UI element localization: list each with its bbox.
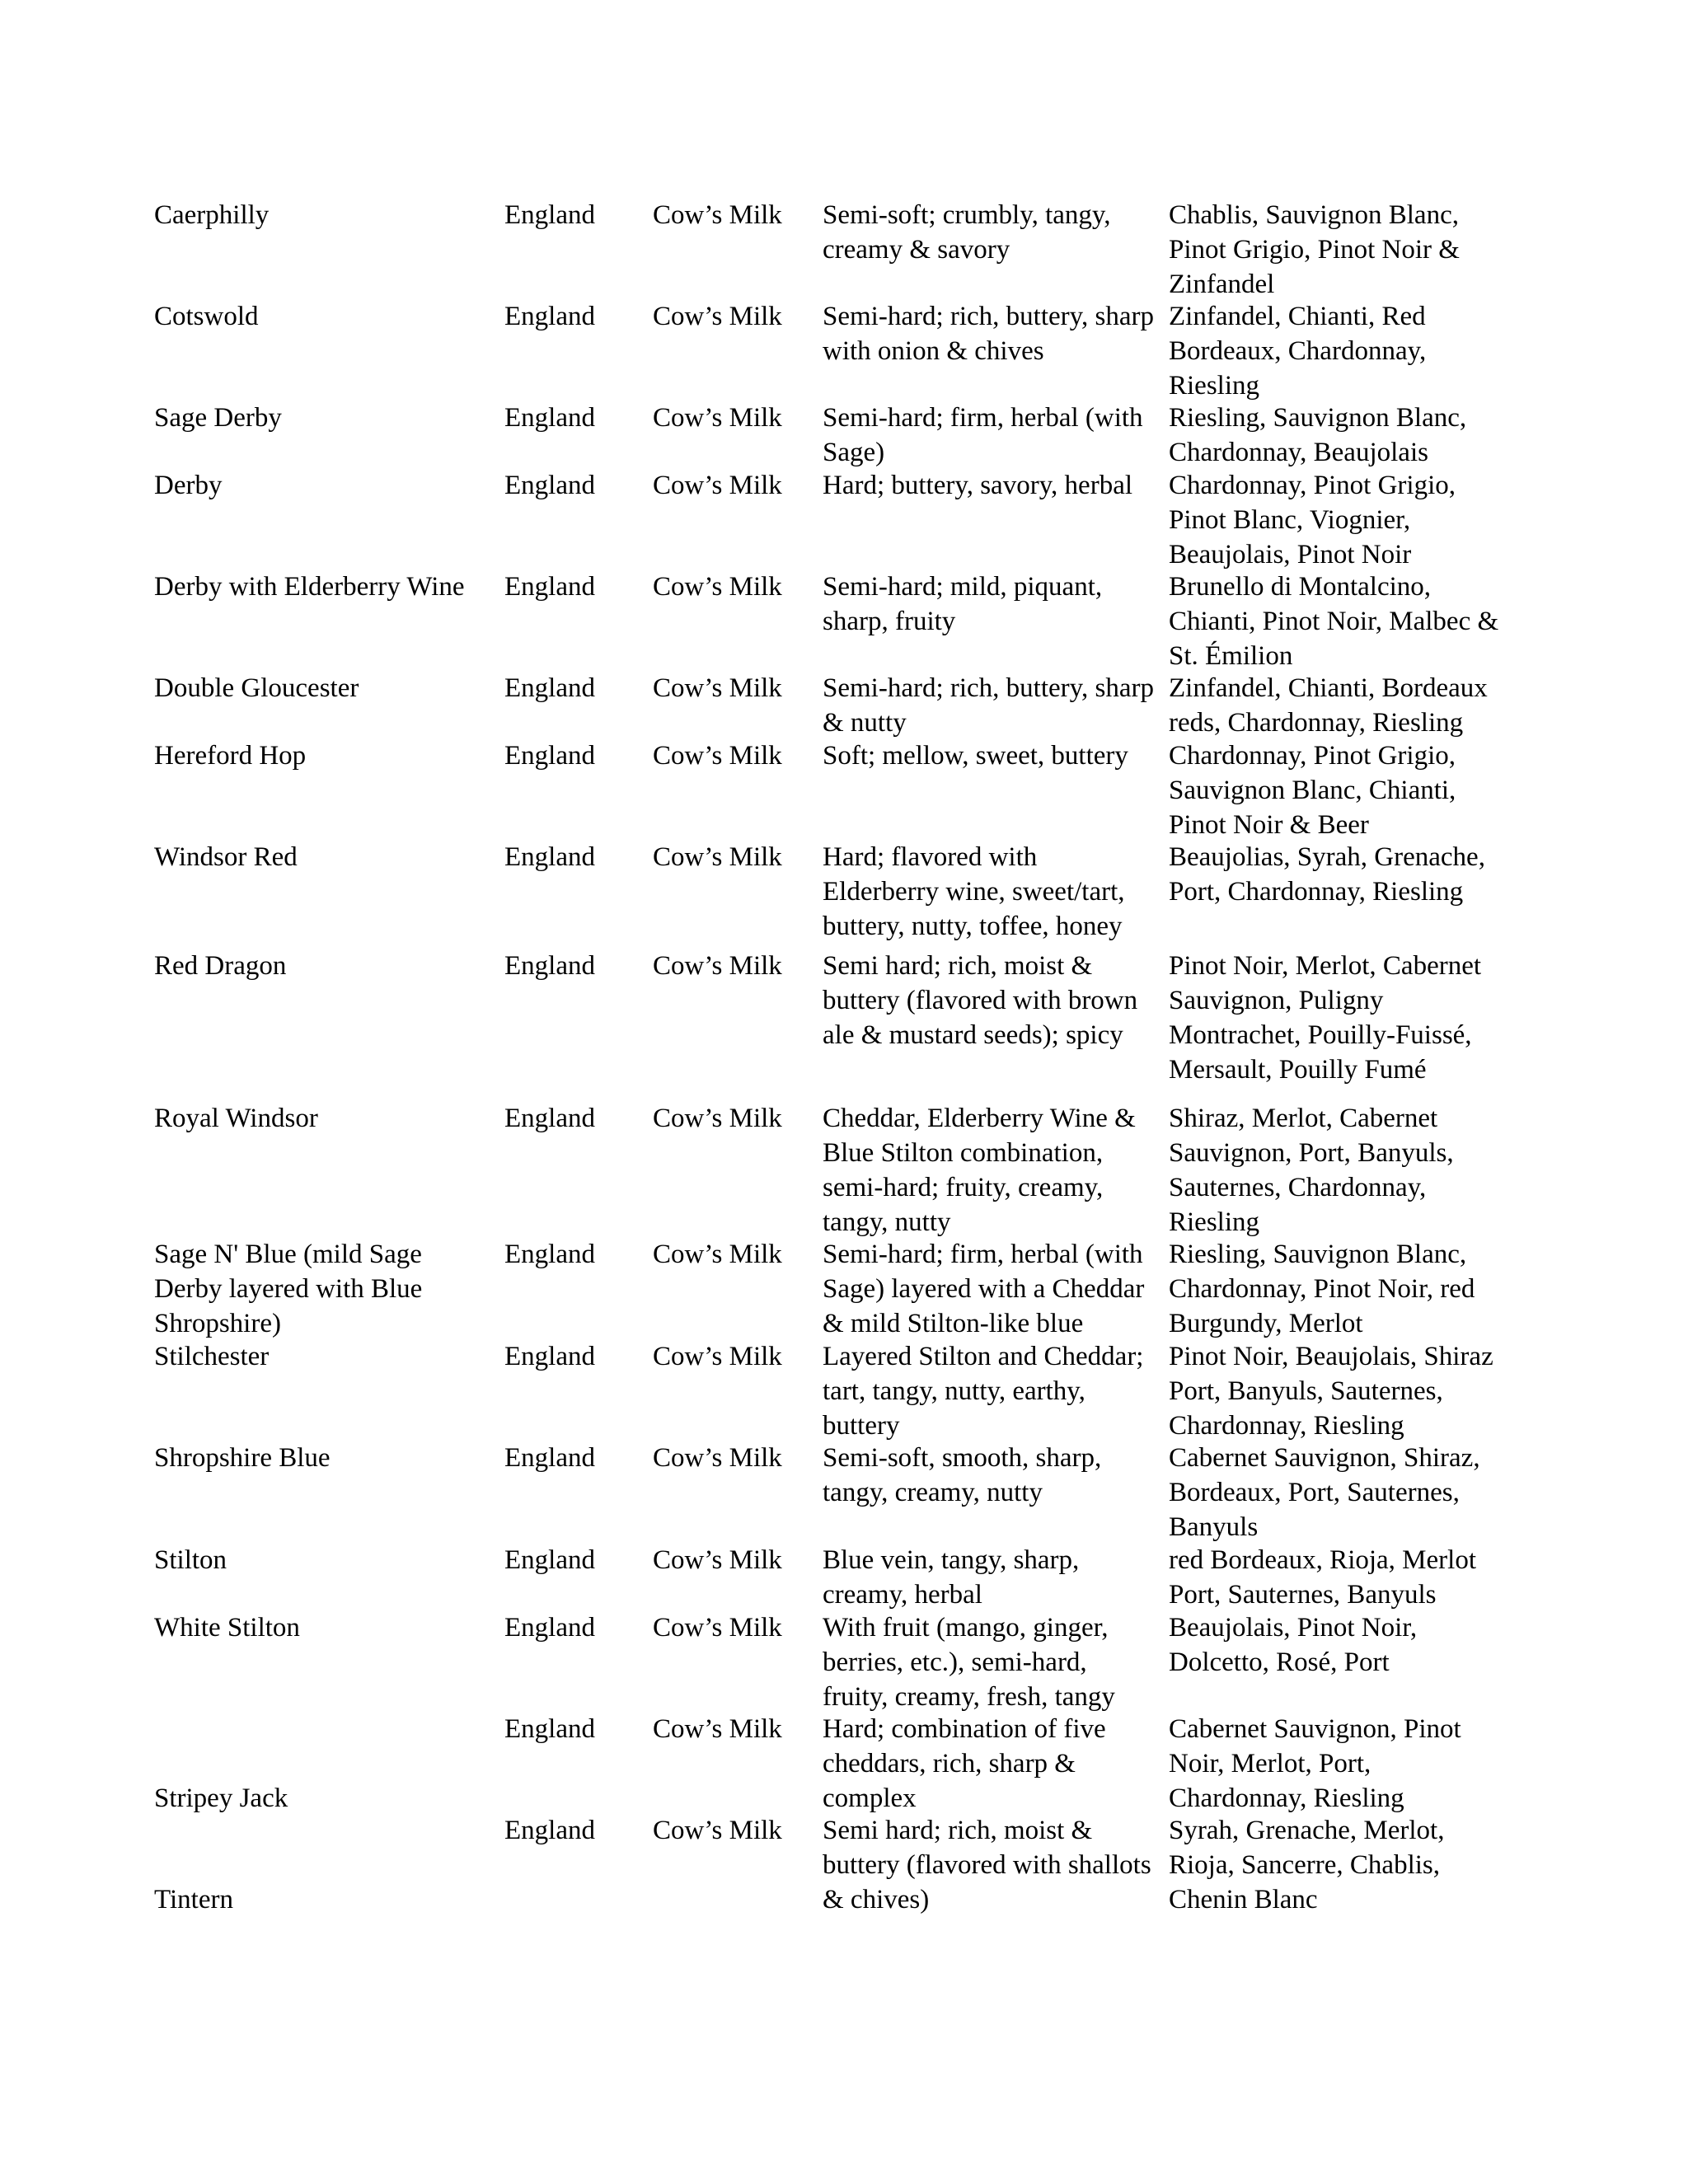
table-row: [154, 738, 1522, 840]
wine-pairings: [1169, 1712, 1461, 1813]
cheese-milk-type: [653, 299, 782, 334]
cheese-name: [154, 569, 465, 604]
cheese-description-line: With fruit (mango, ginger,: [823, 1613, 1109, 1643]
wine-pairings: [1169, 569, 1498, 671]
cheese-name: [154, 401, 282, 435]
wine-pairings-line: Chardonnay, Riesling: [1169, 1411, 1404, 1441]
cheese-region: [504, 401, 595, 435]
cheese-description: [823, 840, 1125, 944]
cheese-name-line: [154, 1848, 233, 1882]
wine-pairings-line: reds, Chardonnay, Riesling: [1169, 708, 1464, 738]
cheese-description-line: Semi-hard; rich, buttery, sharp: [823, 673, 1154, 703]
cheese-description-line: Semi-soft; crumbly, tangy,: [823, 200, 1111, 230]
wine-pairings-line: Banyuls: [1169, 1512, 1259, 1542]
cheese-description-line: creamy & savory: [823, 235, 1010, 265]
cheese-description-line: cheddars, rich, sharp &: [823, 1749, 1076, 1779]
wine-pairings-line: Riesling: [1169, 371, 1260, 401]
wine-pairings-line: Port, Banyuls, Sauternes,: [1169, 1376, 1443, 1406]
cheese-name: [154, 1101, 318, 1136]
wine-pairings: [1169, 401, 1466, 468]
wine-pairings-line: Cabernet Sauvignon, Shiraz,: [1169, 1443, 1480, 1473]
cheese-milk-type: [653, 840, 782, 874]
wine-pairings: [1169, 671, 1488, 738]
wine-pairings: [1169, 1813, 1444, 1915]
cheese-region-line: England: [504, 572, 595, 602]
cheese-milk-type: [653, 1610, 782, 1645]
cheese-name: [154, 738, 306, 773]
wine-pairings-line: red Bordeaux, Rioja, Merlot: [1169, 1545, 1476, 1575]
cheese-milk-type-line: Cow’s Milk: [653, 1613, 782, 1643]
wine-pairings-line: Chenin Blanc: [1169, 1885, 1318, 1915]
cheese-milk-type: [653, 1441, 782, 1475]
cheese-description: [823, 1712, 1106, 1813]
cheese-name: [154, 468, 222, 503]
cheese-description-line: tangy, creamy, nutty: [823, 1478, 1043, 1507]
cheese-description: [823, 1543, 1079, 1610]
cheese-name-line: Stilton: [154, 1545, 227, 1575]
cheese-region: [504, 671, 595, 705]
table-row: [154, 1101, 1522, 1237]
cheese-description-line: Blue Stilton combination,: [823, 1138, 1104, 1168]
cheese-milk-type: [653, 1101, 782, 1136]
wine-pairings: [1169, 1339, 1493, 1441]
cheese-region: [504, 1237, 595, 1272]
cheese-milk-type-line: Cow’s Milk: [653, 1714, 782, 1744]
cheese-region: [504, 1712, 595, 1746]
cheese-name: [154, 949, 286, 983]
cheese-description-line: buttery (flavored with brown: [823, 986, 1138, 1015]
cheese-region-line: England: [504, 673, 595, 703]
cheese-description-line: Semi-hard; rich, buttery, sharp: [823, 302, 1154, 331]
wine-pairings-line: Port, Sauternes, Banyuls: [1169, 1580, 1437, 1610]
cheese-description-line: buttery: [823, 1411, 900, 1441]
cheese-description: [823, 738, 1128, 773]
cheese-milk-type-line: Cow’s Milk: [653, 403, 782, 433]
table-row: [154, 671, 1522, 738]
cheese-region: [504, 1813, 595, 1848]
cheese-name-line: Caerphilly: [154, 200, 270, 230]
cheese-description-line: complex: [823, 1783, 917, 1813]
cheese-milk-type: [653, 468, 782, 503]
cheese-milk-type-line: Cow’s Milk: [653, 1545, 782, 1575]
cheese-region-line: England: [504, 403, 595, 433]
table-row: [154, 198, 1522, 299]
cheese-region-line: England: [504, 1613, 595, 1643]
wine-pairings: [1169, 468, 1456, 569]
cheese-region-line: England: [504, 302, 595, 331]
cheese-milk-type-line: Cow’s Milk: [653, 302, 782, 331]
cheese-name: [154, 1813, 233, 1915]
cheese-description-line: Soft; mellow, sweet, buttery: [823, 741, 1128, 771]
wine-pairings-line: Cabernet Sauvignon, Pinot: [1169, 1714, 1461, 1744]
cheese-name-line: Royal Windsor: [154, 1104, 318, 1133]
table-row: [154, 401, 1522, 468]
cheese-region: [504, 1441, 595, 1475]
cheese-name-line: [154, 1813, 233, 1848]
cheese-region-line: England: [504, 951, 595, 981]
cheese-milk-type: [653, 1543, 782, 1577]
cheese-description-line: with onion & chives: [823, 336, 1044, 366]
cheese-name: [154, 1543, 227, 1577]
wine-pairings-line: Beaujolias, Syrah, Grenache,: [1169, 842, 1485, 872]
cheese-region: [504, 840, 595, 874]
cheese-region: [504, 949, 595, 983]
cheese-description-line: Hard; flavored with: [823, 842, 1038, 872]
wine-pairings: [1169, 1441, 1480, 1543]
cheese-description-line: semi-hard; fruity, creamy,: [823, 1173, 1104, 1202]
wine-pairings-line: St. Émilion: [1169, 641, 1293, 671]
cheese-description-line: tart, tangy, nutty, earthy,: [823, 1376, 1085, 1406]
cheese-name-line: Sage Derby: [154, 403, 282, 433]
cheese-milk-type: [653, 1813, 782, 1848]
wine-pairings: [1169, 1101, 1454, 1237]
cheese-milk-type-line: Cow’s Milk: [653, 200, 782, 230]
cheese-name-line: Hereford Hop: [154, 741, 307, 771]
cheese-milk-type: [653, 401, 782, 435]
cheese-description: [823, 1101, 1136, 1237]
cheese-milk-type-line: Cow’s Milk: [653, 1104, 782, 1133]
cheese-name-line: Cotswold: [154, 302, 259, 331]
cheese-region: [504, 738, 595, 773]
wine-pairings-line: Bordeaux, Chardonnay,: [1169, 336, 1427, 366]
cheese-description: [823, 1237, 1144, 1339]
cheese-description-line: Sage): [823, 438, 885, 467]
cheese-description-line: fruity, creamy, fresh, tangy: [823, 1682, 1115, 1712]
table-row: [154, 1813, 1522, 1915]
cheese-region: [504, 468, 595, 503]
cheese-region-line: England: [504, 1240, 595, 1269]
table-row: [154, 1610, 1522, 1712]
cheese-description-line: Semi-hard; firm, herbal (with: [823, 1240, 1143, 1269]
cheese-region: [504, 299, 595, 334]
wine-pairings-line: Sauvignon, Puligny: [1169, 986, 1384, 1015]
cheese-description-line: Blue vein, tangy, sharp,: [823, 1545, 1080, 1575]
cheese-description-line: Sage) layered with a Cheddar: [823, 1274, 1145, 1304]
cheese-name-line: [154, 1746, 288, 1781]
wine-pairings-line: Chianti, Pinot Noir, Malbec &: [1169, 607, 1499, 636]
cheese-description: [823, 401, 1143, 468]
wine-pairings: [1169, 1543, 1476, 1610]
wine-pairings-line: Shiraz, Merlot, Cabernet: [1169, 1104, 1438, 1133]
cheese-description-line: Hard; buttery, savory, herbal: [823, 471, 1133, 500]
cheese-name-line: White Stilton: [154, 1613, 300, 1643]
cheese-name: [154, 299, 259, 334]
wine-pairings-line: Pinot Noir, Merlot, Cabernet: [1169, 951, 1482, 981]
cheese-description-line: tangy, nutty: [823, 1207, 951, 1237]
cheese-name: [154, 1441, 331, 1475]
table-row: [154, 1712, 1522, 1813]
wine-pairings-line: Pinot Grigio, Pinot Noir &: [1169, 235, 1460, 265]
cheese-milk-type-line: Cow’s Milk: [653, 1342, 782, 1371]
cheese-description-line: ale & mustard seeds); spicy: [823, 1020, 1123, 1050]
cheese-name: [154, 1339, 269, 1374]
cheese-name: [154, 1610, 300, 1645]
table-row: [154, 1339, 1522, 1441]
wine-pairings-line: Beaujolais, Pinot Noir,: [1169, 1613, 1418, 1643]
wine-pairings: [1169, 299, 1426, 401]
cheese-description: [823, 1441, 1101, 1510]
wine-pairings-line: Noir, Merlot, Port,: [1169, 1749, 1372, 1779]
wine-pairings-line: Port, Chardonnay, Riesling: [1169, 877, 1464, 907]
wine-pairings: [1169, 1237, 1475, 1339]
wine-pairings-line: Zinfandel: [1169, 269, 1275, 299]
cheese-description-line: buttery (flavored with shallots: [823, 1850, 1151, 1880]
wine-pairings-line: Pinot Noir, Beaujolais, Shiraz: [1169, 1342, 1493, 1371]
cheese-region-line: England: [504, 1104, 595, 1133]
cheese-milk-type-line: Cow’s Milk: [653, 842, 782, 872]
cheese-milk-type: [653, 1237, 782, 1272]
wine-pairings-line: Pinot Noir & Beer: [1169, 810, 1369, 840]
wine-pairings-line: Zinfandel, Chianti, Red: [1169, 302, 1426, 331]
wine-pairings: [1169, 198, 1460, 299]
cheese-milk-type-line: Cow’s Milk: [653, 1816, 782, 1845]
cheese-description-line: buttery, nutty, toffee, honey: [823, 912, 1123, 941]
cheese-milk-type-line: Cow’s Milk: [653, 741, 782, 771]
wine-pairings: [1169, 949, 1481, 1087]
wine-pairings-line: Zinfandel, Chianti, Bordeaux: [1169, 673, 1488, 703]
wine-pairings-line: Riesling, Sauvignon Blanc,: [1169, 403, 1467, 433]
wine-pairings-line: Beaujolais, Pinot Noir: [1169, 540, 1412, 569]
cheese-name-line: Tintern: [154, 1885, 233, 1915]
cheese-region: [504, 1543, 595, 1577]
cheese-description-line: Semi-hard; firm, herbal (with: [823, 403, 1143, 433]
wine-pairings-line: Mersault, Pouilly Fumé: [1169, 1055, 1427, 1085]
cheese-description: [823, 671, 1154, 738]
wine-pairings-line: Montrachet, Pouilly-Fuissé,: [1169, 1020, 1472, 1050]
cheese-name-line: Sage N' Blue (mild Sage: [154, 1240, 422, 1269]
wine-pairings-line: Bordeaux, Port, Sauternes,: [1169, 1478, 1460, 1507]
wine-pairings-line: Chardonnay, Beaujolais: [1169, 438, 1428, 467]
cheese-milk-type-line: Cow’s Milk: [653, 572, 782, 602]
wine-pairings: [1169, 738, 1456, 840]
cheese-milk-type-line: Cow’s Milk: [653, 1443, 782, 1473]
cheese-name: [154, 671, 359, 705]
table-row: [154, 949, 1522, 1101]
cheese-region-line: England: [504, 741, 595, 771]
cheese-region-line: England: [504, 200, 595, 230]
wine-pairings-line: Chardonnay, Riesling: [1169, 1783, 1404, 1813]
table-row: [154, 1441, 1522, 1543]
cheese-milk-type-line: Cow’s Milk: [653, 1240, 782, 1269]
cheese-region: [504, 1339, 595, 1374]
cheese-description-line: sharp, fruity: [823, 607, 956, 636]
cheese-milk-type: [653, 738, 782, 773]
cheese-description-line: berries, etc.), semi-hard,: [823, 1647, 1087, 1677]
cheese-name: [154, 1712, 288, 1813]
cheese-milk-type: [653, 1339, 782, 1374]
cheese-name: [154, 198, 269, 232]
table-row: [154, 468, 1522, 569]
cheese-milk-type-line: Cow’s Milk: [653, 951, 782, 981]
wine-pairings-line: Syrah, Grenache, Merlot,: [1169, 1816, 1445, 1845]
cheese-region: [504, 569, 595, 604]
cheese-region-line: England: [504, 842, 595, 872]
wine-pairings-line: Chardonnay, Pinot Noir, red: [1169, 1274, 1475, 1304]
wine-pairings-line: Pinot Blanc, Viognier,: [1169, 505, 1411, 535]
cheese-description-line: Elderberry wine, sweet/tart,: [823, 877, 1125, 907]
cheese-milk-type-line: Cow’s Milk: [653, 673, 782, 703]
cheese-description-line: & chives): [823, 1885, 930, 1915]
cheese-name: [154, 1237, 422, 1339]
cheese-name-line: Shropshire): [154, 1309, 281, 1338]
cheese-name-line: Double Gloucester: [154, 673, 359, 703]
cheese-milk-type: [653, 569, 782, 604]
cheese-description: [823, 1813, 1151, 1915]
cheese-region: [504, 1610, 595, 1645]
table-row: [154, 840, 1522, 949]
cheese-description: [823, 1610, 1115, 1712]
cheese-description-line: Semi hard; rich, moist &: [823, 1816, 1093, 1845]
cheese-region-line: England: [504, 1714, 595, 1744]
table-row: [154, 1543, 1522, 1610]
cheese-description-line: Semi hard; rich, moist &: [823, 951, 1093, 981]
cheese-milk-type: [653, 949, 782, 983]
cheese-description: [823, 198, 1111, 267]
cheese-name-line: Derby: [154, 471, 223, 500]
cheese-milk-type: [653, 1712, 782, 1746]
cheese-description-line: Semi-soft, smooth, sharp,: [823, 1443, 1102, 1473]
cheese-description: [823, 569, 1102, 639]
cheese-name-line: Derby with Elderberry Wine: [154, 572, 465, 602]
wine-pairings-line: Sauvignon Blanc, Chianti,: [1169, 776, 1456, 805]
cheese-description-line: Hard; combination of five: [823, 1714, 1106, 1744]
cheese-description-line: Cheddar, Elderberry Wine &: [823, 1104, 1136, 1133]
cheese-description: [823, 468, 1132, 503]
wine-pairings-line: Sauvignon, Port, Banyuls,: [1169, 1138, 1454, 1168]
cheese-milk-type-line: Cow’s Milk: [653, 471, 782, 500]
cheese-name-line: Stilchester: [154, 1342, 270, 1371]
cheese-description-line: creamy, herbal: [823, 1580, 982, 1610]
cheese-description: [823, 1339, 1143, 1441]
cheese-name-line: Derby layered with Blue: [154, 1274, 423, 1304]
wine-pairings: [1169, 840, 1485, 909]
cheese-description-line: & nutty: [823, 708, 907, 738]
cheese-name: [154, 840, 298, 874]
cheese-description-line: Semi-hard; mild, piquant,: [823, 572, 1103, 602]
cheese-milk-type: [653, 198, 782, 232]
cheese-region: [504, 1101, 595, 1136]
wine-pairings-line: Chablis, Sauvignon Blanc,: [1169, 200, 1459, 230]
cheese-region: [504, 198, 595, 232]
table-row: [154, 1237, 1522, 1339]
cheese-milk-type: [653, 671, 782, 705]
cheese-region-line: England: [504, 1545, 595, 1575]
cheese-region-line: England: [504, 1816, 595, 1845]
wine-pairings-line: Sauternes, Chardonnay,: [1169, 1173, 1427, 1202]
cheese-wine-pairing-table: [154, 198, 1522, 1915]
cheese-description: [823, 949, 1137, 1052]
cheese-region-line: England: [504, 1342, 595, 1371]
cheese-region-line: England: [504, 1443, 595, 1473]
wine-pairings-line: Burgundy, Merlot: [1169, 1309, 1363, 1338]
cheese-name-line: Windsor Red: [154, 842, 298, 872]
cheese-name-line: Stripey Jack: [154, 1783, 288, 1813]
wine-pairings-line: Rioja, Sancerre, Chablis,: [1169, 1850, 1441, 1880]
cheese-region-line: England: [504, 471, 595, 500]
wine-pairings-line: Dolcetto, Rosé, Port: [1169, 1647, 1390, 1677]
wine-pairings-line: Chardonnay, Pinot Grigio,: [1169, 471, 1456, 500]
table-row: [154, 569, 1522, 671]
table-row: [154, 299, 1522, 401]
cheese-name-line: Red Dragon: [154, 951, 287, 981]
wine-pairings-line: Riesling: [1169, 1207, 1260, 1237]
wine-pairings-line: Chardonnay, Pinot Grigio,: [1169, 741, 1456, 771]
cheese-name-line: Shropshire Blue: [154, 1443, 331, 1473]
cheese-description: [823, 299, 1154, 368]
wine-pairings: [1169, 1610, 1417, 1680]
cheese-name-line: [154, 1712, 288, 1746]
wine-pairings-line: Riesling, Sauvignon Blanc,: [1169, 1240, 1467, 1269]
cheese-description-line: Layered Stilton and Cheddar;: [823, 1342, 1144, 1371]
wine-pairings-line: Brunello di Montalcino,: [1169, 572, 1432, 602]
cheese-description-line: & mild Stilton-like blue: [823, 1309, 1084, 1338]
